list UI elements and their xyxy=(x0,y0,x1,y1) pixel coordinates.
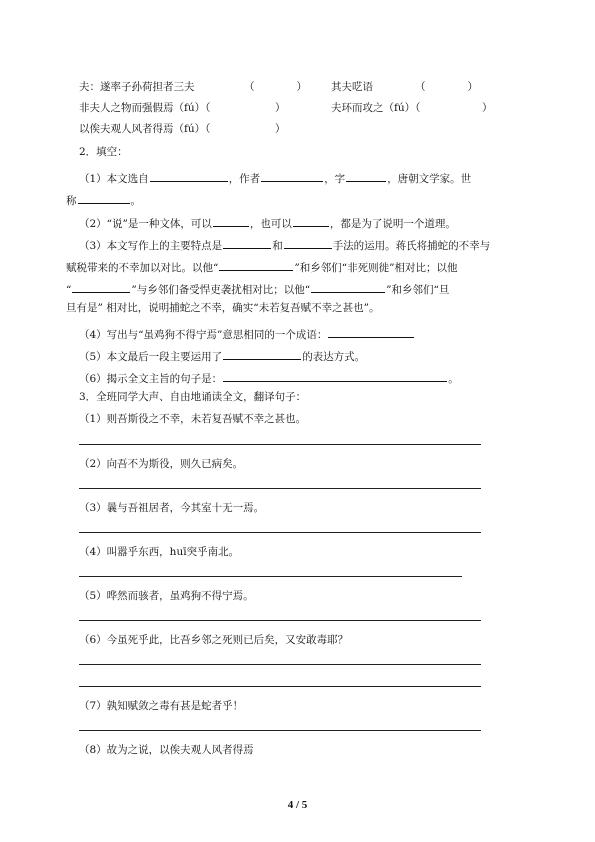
answer-line[interactable] xyxy=(79,532,481,533)
answer-blank[interactable] xyxy=(219,259,293,271)
answer-line[interactable] xyxy=(79,576,462,577)
q3-sentence-7: （7）孰知赋敛之毒有甚是蛇者乎！ xyxy=(79,700,244,712)
q1-item-text: 夫：遂率子孙荷担者三夫 xyxy=(79,81,195,93)
answer-line[interactable] xyxy=(79,686,481,687)
answer-blank[interactable] xyxy=(284,237,332,249)
q1-row-3 xyxy=(79,124,210,135)
q1-answer-paren-close[interactable]: ） xyxy=(275,102,286,114)
answer-blank[interactable] xyxy=(150,170,228,182)
answer-line[interactable] xyxy=(79,620,481,621)
q1-item-text: 以俟夫观人风者得焉（fú）（ xyxy=(79,123,211,135)
answer-blank[interactable] xyxy=(72,281,130,293)
q3-sentence-8: （8）故为之说，以俟夫观人风者得焉 xyxy=(79,744,254,756)
q1-item-text: 非夫人之物而强假焉（fú）（ xyxy=(79,102,211,114)
answer-blank[interactable] xyxy=(311,281,385,293)
q1-item-text: 其夫呓语 xyxy=(331,81,373,93)
q2-item-1: （1）本文选自 ，作者 ，字 ，唐朝文学家。世 xyxy=(79,170,471,185)
q2-item-5: （5）本文最后一段主要运用了 的表达方式。 xyxy=(79,348,365,363)
answer-blank[interactable] xyxy=(223,237,271,249)
answer-line[interactable] xyxy=(79,730,481,731)
q3-sentence-3: （3）曩与吾祖居者，今其室十无一焉。 xyxy=(79,502,265,514)
answer-line[interactable] xyxy=(79,444,481,445)
q1-answer-paren[interactable]: （ ） xyxy=(244,81,307,93)
answer-blank[interactable] xyxy=(213,215,249,227)
q3-sentence-4: （4）叫嚣乎东西，huī突乎南北。 xyxy=(79,546,240,558)
answer-blank[interactable] xyxy=(223,348,301,360)
q3-heading: 3．全班同学大声、自由地诵读全文，翻译句子： xyxy=(79,391,307,403)
q1-answer-paren[interactable]: （ ） xyxy=(415,81,478,93)
q1-row-1 xyxy=(79,82,195,93)
page-number: 4 / 5 xyxy=(287,799,308,811)
q2-item-2: （2）“说”是一种文体，可以 ，也可以 ，都是为了说明一个道理。 xyxy=(79,215,456,230)
q2-item-3-line2: 赋税带来的不幸加以对比。以他“ ”和乡邻们“非死则徙”相对比；以他 xyxy=(66,259,457,274)
answer-blank[interactable] xyxy=(223,370,447,382)
q3-sentence-6: （6）今虽死乎此，比吾乡邻之死则已后矣，又安敢毒耶？ xyxy=(79,634,349,646)
answer-line[interactable] xyxy=(79,488,481,489)
answer-blank[interactable] xyxy=(346,170,386,182)
answer-line[interactable] xyxy=(79,664,481,665)
q2-item-3-line4: 旦有是” 相对比，说明捕蛇之不幸，确实“未若复吾赋不幸之甚也”。 xyxy=(66,302,380,314)
q1-item-text: 夫环而攻之（fú）（ xyxy=(331,102,421,114)
q3-sentence-1: （1）则吾斯役之不幸，未若复吾赋不幸之甚也。 xyxy=(79,413,307,425)
q3-sentence-2: （2）向吾不为斯役，则久已病矣。 xyxy=(79,458,244,470)
q2-item-3: （3）本文写作上的主要特点是 和 手法的运用。蒋氏将捕蛇的不幸与 xyxy=(79,237,490,252)
q2-item-6: （6）揭示全文主旨的句子是： 。 xyxy=(79,370,459,385)
q2-heading: 2．填空： xyxy=(79,146,128,158)
answer-blank[interactable] xyxy=(261,170,323,182)
q1-row-2 xyxy=(79,103,210,114)
q2-item-1-cont: 称 。 xyxy=(66,192,141,207)
q1-answer-paren-close[interactable]: ） xyxy=(275,123,286,135)
q2-item-4: （4）写出与“虽鸡狗不得宁焉”意思相同的一个成语： xyxy=(79,326,415,341)
q2-item-3-line3: “ ”与乡邻们备受悍吏袭扰相对比；以他“ ”和乡邻们“旦 xyxy=(66,281,449,296)
answer-blank[interactable] xyxy=(293,215,329,227)
answer-blank[interactable] xyxy=(328,326,414,338)
q3-sentence-5: （5）哗然而骇者，虽鸡狗不得宁焉。 xyxy=(79,590,254,602)
answer-blank[interactable] xyxy=(78,192,130,204)
q1-answer-paren-close[interactable]: ） xyxy=(482,102,493,114)
